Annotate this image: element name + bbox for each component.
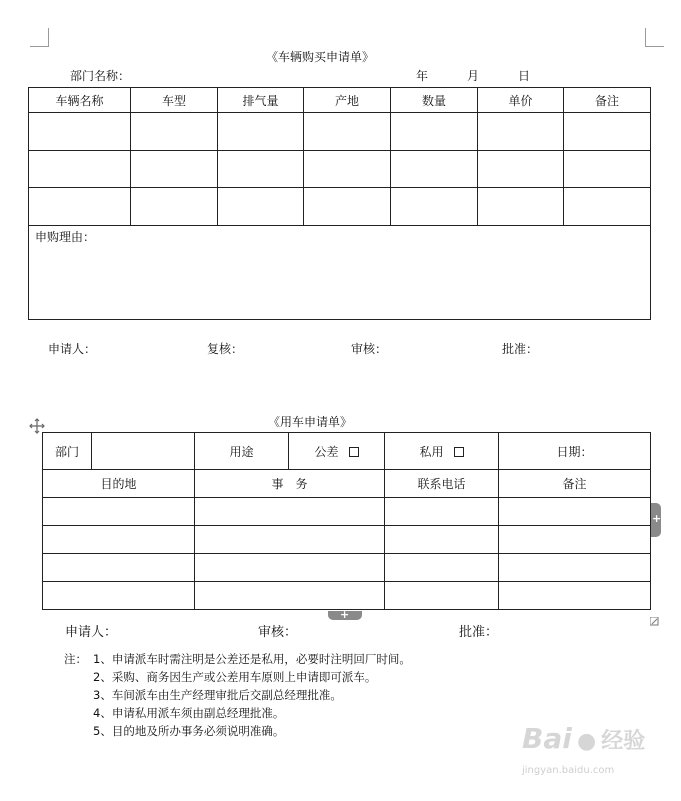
paw-icon: ●: [576, 729, 597, 754]
header-cell: 备注: [564, 88, 651, 113]
purpose-label-cell: 用途: [195, 433, 289, 470]
form1-date-day: 日: [518, 69, 531, 83]
table-cell[interactable]: [43, 582, 195, 610]
table-cell[interactable]: [195, 498, 385, 526]
sig2-review: 审核：: [258, 625, 298, 640]
header-cell: 车辆名称: [29, 88, 131, 113]
table-cell[interactable]: [385, 554, 499, 582]
table-cell[interactable]: [43, 498, 195, 526]
date-cell[interactable]: 日期：: [499, 433, 651, 470]
header-cell: 备注: [499, 470, 651, 498]
table-cell[interactable]: [304, 188, 391, 226]
table-row: [29, 113, 651, 151]
table-row: [43, 498, 651, 526]
table-cell[interactable]: [304, 151, 391, 188]
use-info-row: [43, 433, 651, 470]
table-cell[interactable]: [391, 188, 478, 226]
table-row: [29, 188, 651, 226]
sig2-approve: 批准：: [459, 625, 499, 640]
table-cell[interactable]: [564, 151, 651, 188]
reason-row: [29, 226, 651, 320]
table-cell[interactable]: [43, 554, 195, 582]
private-checkbox[interactable]: [454, 447, 464, 457]
table-cell[interactable]: [131, 188, 218, 226]
table-cell[interactable]: [43, 526, 195, 554]
header-cell: 事 务: [195, 470, 385, 498]
note-item: 1、申请派车时需注明是公差还是私用，必要时注明回厂时间。: [93, 652, 411, 666]
table-row: [29, 151, 651, 188]
private-cell[interactable]: [385, 433, 499, 470]
private-label: 私用: [419, 444, 444, 459]
header-cell: 数量: [391, 88, 478, 113]
official-checkbox[interactable]: [349, 447, 359, 457]
purchase-header-row: [29, 88, 651, 113]
sig-applicant: 申请人：: [48, 342, 97, 356]
header-cell: 目的地: [43, 470, 195, 498]
add-row-button[interactable]: [328, 608, 362, 621]
table-cell[interactable]: [304, 113, 391, 151]
vehicle-use-table: [42, 432, 651, 610]
table-cell[interactable]: [499, 582, 651, 610]
table-cell[interactable]: [195, 526, 385, 554]
table-cell[interactable]: [195, 554, 385, 582]
table-cell[interactable]: [131, 151, 218, 188]
note-item: 4、申请私用派车须由副总经理批准。: [93, 706, 285, 720]
use-header-row: [43, 470, 651, 498]
dept-value-cell[interactable]: [92, 433, 195, 470]
form1-date-month: 月: [467, 69, 480, 83]
table-cell[interactable]: [478, 151, 564, 188]
table-cell[interactable]: [391, 151, 478, 188]
form2-title: 《用车申请单》: [267, 415, 352, 429]
table-cell[interactable]: [131, 113, 218, 151]
sig-recheck: 复核：: [207, 342, 244, 356]
table-cell[interactable]: [218, 188, 304, 226]
table-row: [43, 554, 651, 582]
table-cell[interactable]: [218, 113, 304, 151]
sig-review: 审核：: [351, 342, 388, 356]
table-cell[interactable]: [564, 188, 651, 226]
table-cell[interactable]: [391, 113, 478, 151]
table-cell[interactable]: [499, 554, 651, 582]
table-cell[interactable]: [195, 582, 385, 610]
table-cell[interactable]: [29, 113, 131, 151]
form1-date-year: 年: [416, 69, 429, 83]
table-cell[interactable]: [385, 582, 499, 610]
table-cell[interactable]: [499, 498, 651, 526]
notes-prefix: 注：: [64, 652, 87, 666]
form1-dept-label: 部门名称：: [70, 69, 131, 83]
plus-icon: +: [340, 608, 350, 621]
add-column-button[interactable]: [651, 503, 661, 537]
table-cell[interactable]: [29, 151, 131, 188]
header-cell: 产地: [304, 88, 391, 113]
header-cell: 车型: [131, 88, 218, 113]
official-label: 公差: [314, 444, 339, 459]
note-item: 3、车间派车由生产经理审批后交副总经理批准。: [93, 688, 342, 702]
header-cell: 排气量: [218, 88, 304, 113]
note-item: 5、目的地及所办事务必须说明准确。: [93, 724, 285, 738]
table-row: [43, 582, 651, 610]
vehicle-purchase-table: [28, 87, 651, 320]
watermark-url: jingyan.baidu.com: [522, 765, 615, 776]
resize-icon[interactable]: [650, 611, 659, 620]
watermark: [522, 722, 645, 755]
form1-title: 《车辆购买申请单》: [265, 50, 374, 64]
table-cell[interactable]: [478, 188, 564, 226]
sig-approve: 批准：: [502, 342, 539, 356]
sig2-applicant: 申请人：: [65, 625, 118, 640]
table-cell[interactable]: [499, 526, 651, 554]
reason-label: 申购理由：: [35, 230, 96, 244]
crop-mark-top-left: [30, 28, 49, 47]
table-cell[interactable]: [385, 526, 499, 554]
plus-icon: +: [652, 512, 662, 525]
table-cell[interactable]: [218, 151, 304, 188]
watermark-brand: Bai: [522, 722, 572, 755]
header-cell: 联系电话: [385, 470, 499, 498]
table-cell[interactable]: [564, 113, 651, 151]
note-item: 2、采购、商务因生产或公差用车原则上申请即可派车。: [93, 670, 377, 684]
table-cell[interactable]: [29, 188, 131, 226]
reason-cell[interactable]: [29, 226, 651, 320]
dept-label-cell: 部门: [43, 433, 92, 470]
table-cell[interactable]: [385, 498, 499, 526]
crop-mark-top-right: [645, 28, 664, 47]
header-cell: 单价: [478, 88, 564, 113]
table-row: [43, 526, 651, 554]
watermark-sub: 经验: [601, 729, 646, 754]
official-cell[interactable]: [289, 433, 385, 470]
table-cell[interactable]: [478, 113, 564, 151]
